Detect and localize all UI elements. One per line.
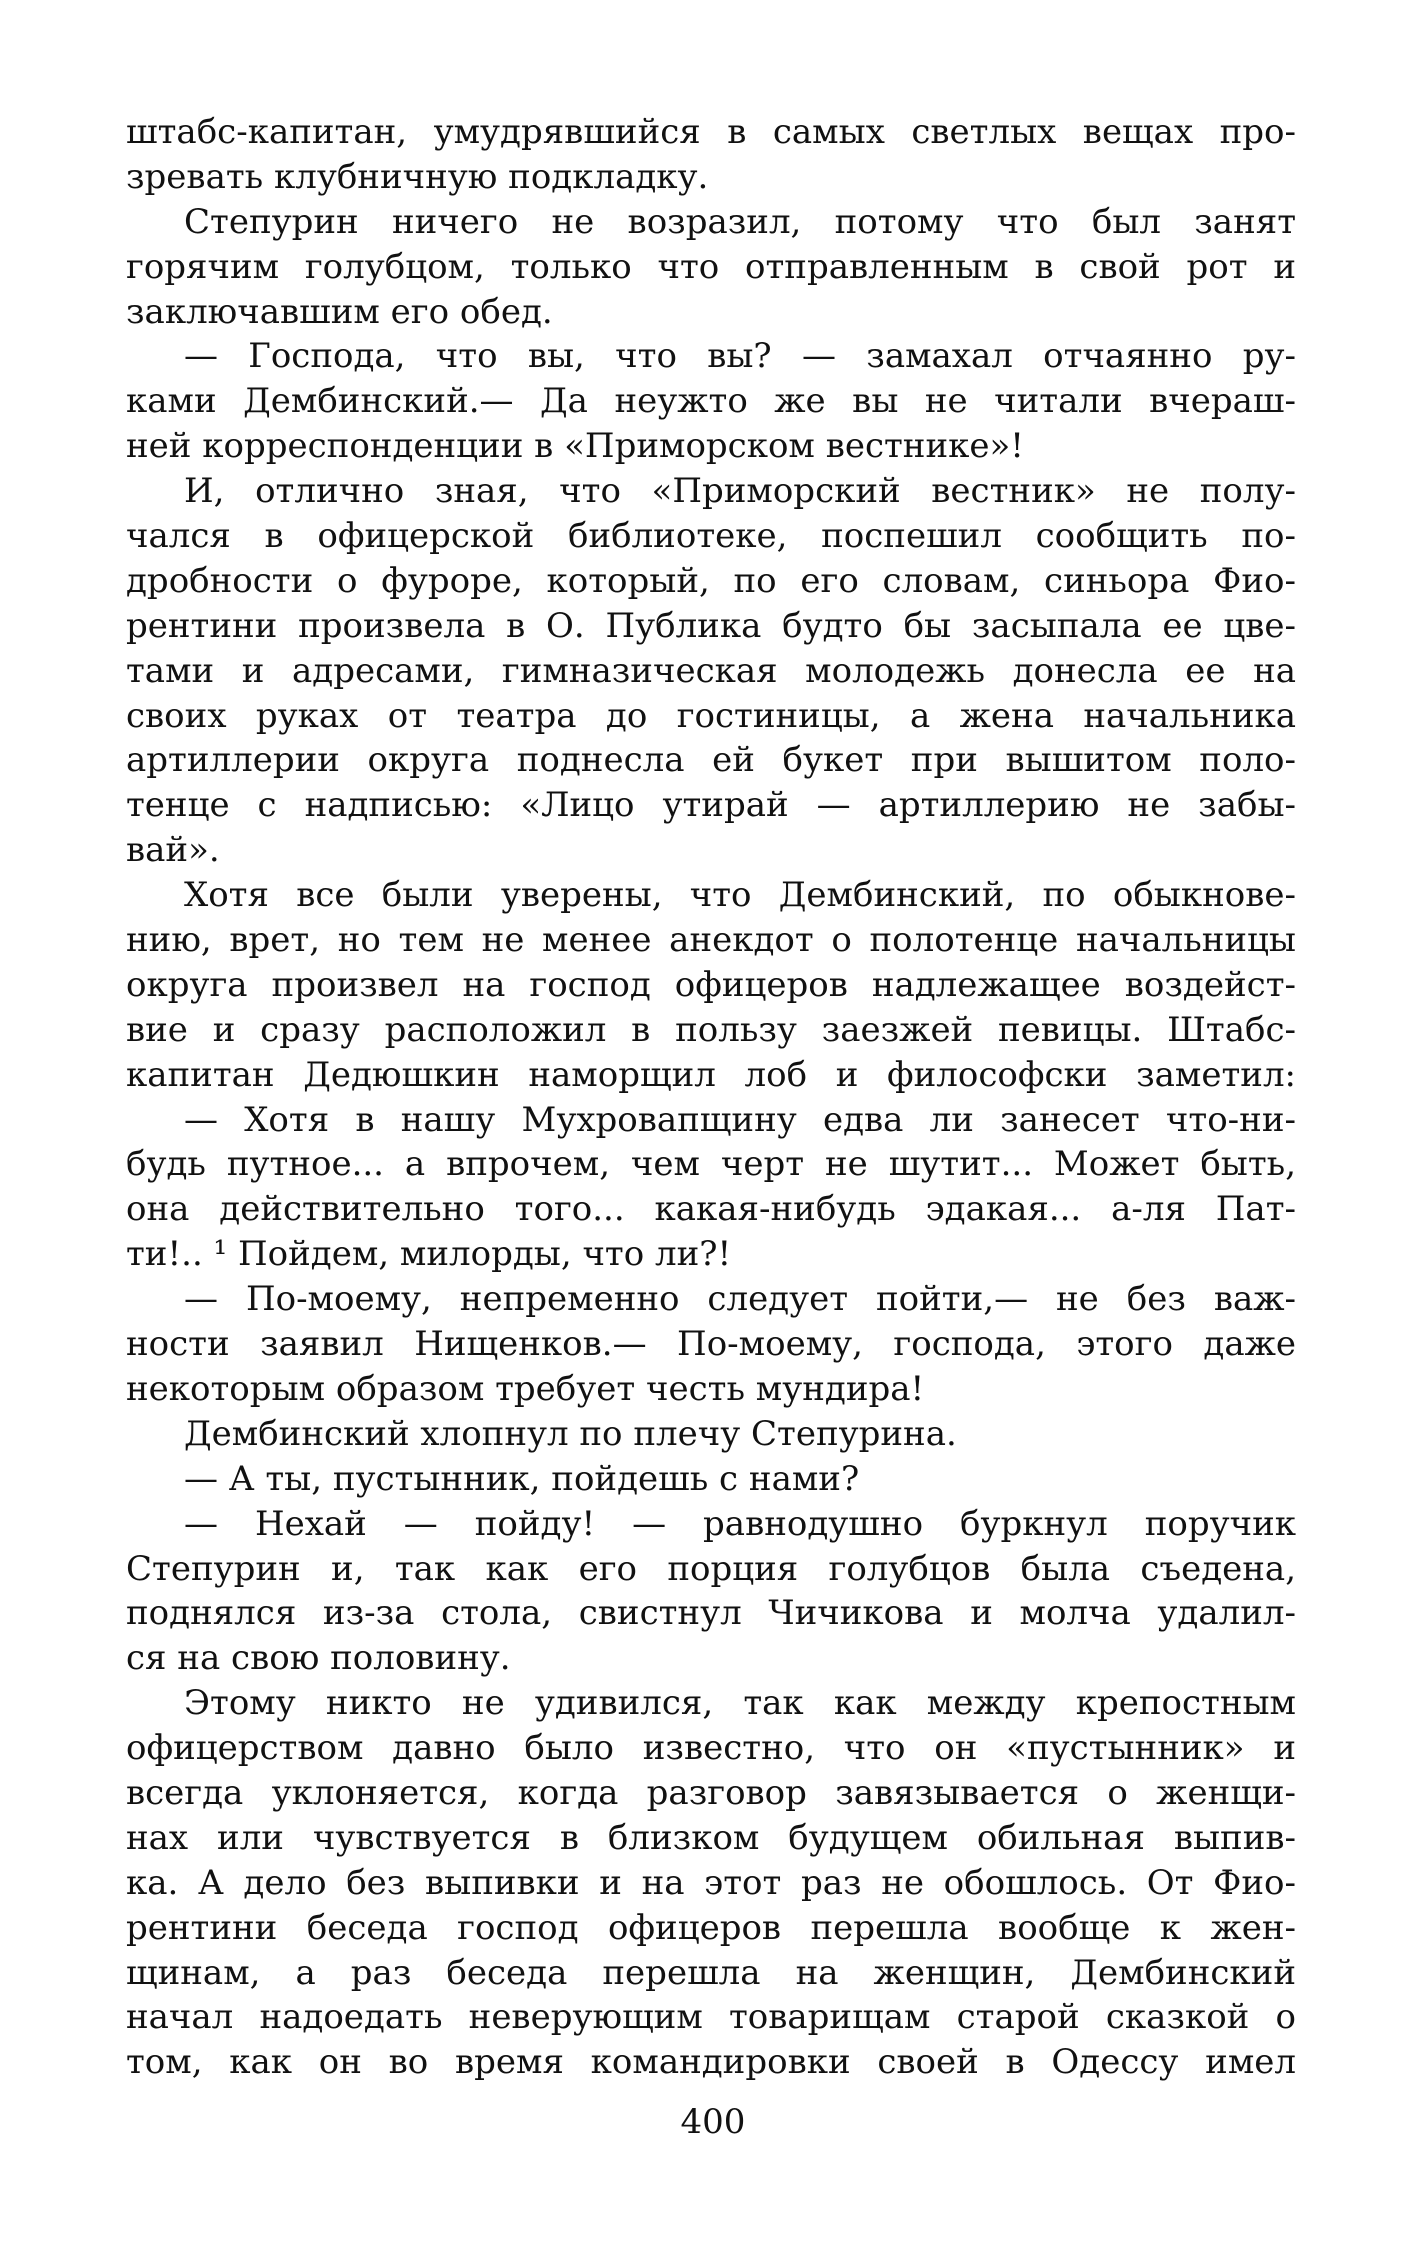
text-line: округа произвел на господ офицеров надлежащее воздейст- — [126, 964, 1296, 1005]
text-line: она действительно того... какая-нибудь эдакая... а-ля Пат- — [126, 1189, 1296, 1230]
text-line: вай». — [126, 830, 220, 871]
text-line: своих руках от театра до гостиницы, а жена начальника — [126, 695, 1296, 736]
text-line: капитан Дедюшкин наморщил лоб и философски заметил: — [126, 1054, 1296, 1095]
page-number: 400 — [680, 2102, 746, 2142]
text-line: И, отлично зная, что «Приморский вестник» не полу- — [184, 471, 1296, 512]
text-line: некоторым образом требует честь мундира! — [126, 1368, 925, 1409]
text-line: тенце с надписью: «Лицо утирай — артиллерию не забы- — [126, 785, 1296, 826]
text-line: — А ты, пустынник, пойдешь с нами? — [184, 1458, 860, 1499]
text-line: — Нехай — пойду! — равнодушно буркнул поручик — [184, 1503, 1296, 1544]
text-line: заключавшим его обед. — [126, 291, 553, 332]
page-text — [126, 110, 1296, 2085]
text-line: нию, врет, но тем не менее анекдот о полотенце начальницы — [126, 920, 1296, 961]
text-line: — Хотя в нашу Мухровапщину едва ли занесет что-ни- — [184, 1099, 1296, 1140]
text-line: рентини беседа господ офицеров перешла вообще к жен- — [126, 1907, 1296, 1948]
text-line: щинам, а раз беседа перешла на женщин, Дембинский — [126, 1952, 1296, 1993]
text-line: поднялся из-за стола, свистнул Чичикова и молча удалил- — [126, 1593, 1296, 1634]
text-line: офицерством давно было известно, что он «пустынник» и — [126, 1728, 1296, 1769]
text-line: дробности о фуроре, который, по его словам, синьора Фио- — [126, 560, 1296, 601]
text-line: штабс-капитан, умудрявшийся в самых светлых вещах про- — [126, 112, 1296, 152]
text-line: ками Дембинский.— Да неужто же вы не читали вчераш- — [126, 381, 1296, 422]
text-line: Дембинский хлопнул по плечу Степурина. — [184, 1413, 957, 1454]
text-line: ся на свою половину. — [126, 1638, 511, 1679]
text-line: нах или чувствуется в близком будущем обильная выпив- — [126, 1817, 1296, 1858]
text-line: всегда уклоняется, когда разговор завязывается о женщи- — [126, 1772, 1296, 1813]
text-line: вие и сразу расположил в пользу заезжей певицы. Штабс- — [126, 1009, 1296, 1050]
text-line: чался в офицерской библиотеке, поспешил сообщить по- — [126, 516, 1296, 557]
text-line: Этому никто не удивился, так как между крепостным — [184, 1683, 1296, 1724]
text-line: том, как он во время командировки своей в Одессу имел — [126, 2042, 1296, 2083]
text-line: артиллерии округа поднесла ей букет при вышитом поло- — [126, 740, 1296, 781]
text-line: ности заявил Нищенков.— По-моему, господа, этого даже — [126, 1324, 1296, 1365]
text-line: ней корреспонденции в «Приморском вестнике»! — [126, 426, 1024, 467]
text-line: тами и адресами, гимназическая молодежь донесла ее на — [126, 650, 1296, 691]
text-line: — По-моему, непременно следует пойти,— не без важ- — [184, 1279, 1296, 1320]
text-line: Степурин и, так как его порция голубцов была съедена, — [126, 1548, 1296, 1589]
text-line: рентини произвела в О. Публика будто бы засыпала ее цве- — [126, 605, 1296, 646]
text-line: начал надоедать неверующим товарищам старой сказкой о — [126, 1997, 1296, 2038]
text-line: зревать клубничную подкладку. — [126, 156, 709, 197]
text-line: ка. А дело без выпивки и на этот раз не обошлось. От Фио- — [126, 1862, 1296, 1903]
text-line: ти!.. ¹ Пойдем, милорды, что ли?! — [126, 1234, 732, 1275]
text-line: будь путное... а впрочем, чем черт не шутит... Может быть, — [126, 1144, 1296, 1185]
text-line: Хотя все были уверены, что Дембинский, по обыкнове- — [184, 875, 1296, 916]
text-line: — Господа, что вы, что вы? — замахал отчаянно ру- — [184, 336, 1296, 377]
text-line: горячим голубцом, только что отправленным в свой рот и — [126, 246, 1296, 287]
text-line: Степурин ничего не возразил, потому что был занят — [184, 201, 1296, 242]
